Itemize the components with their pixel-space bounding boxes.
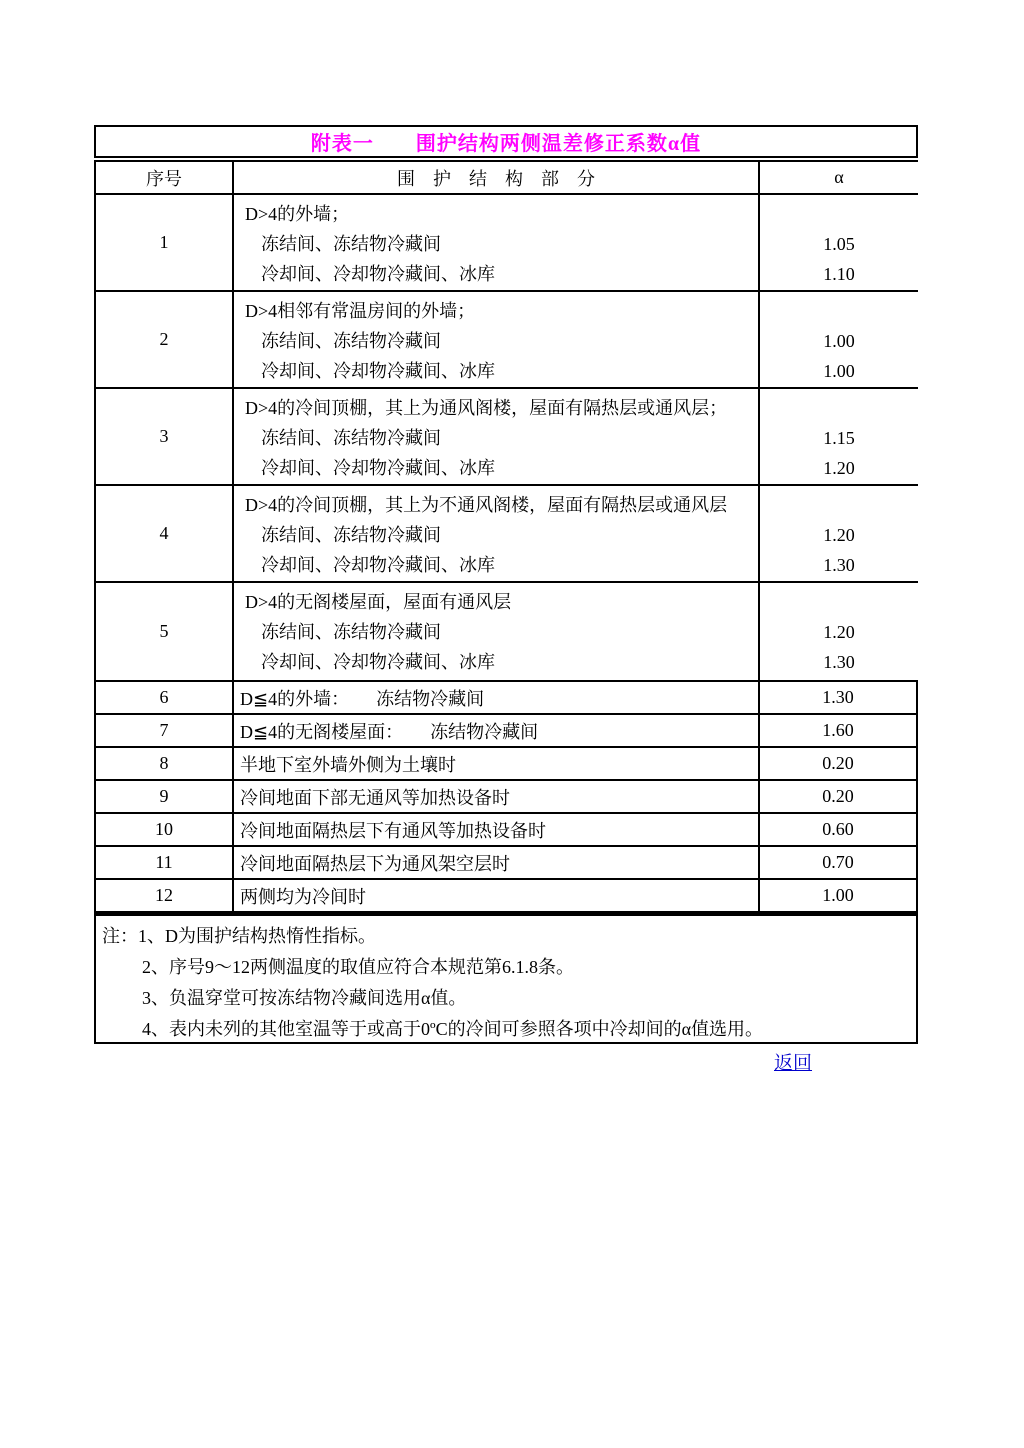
- row-desc: 半地下室外墙外侧为土壤时: [234, 748, 760, 779]
- row-number: 10: [96, 814, 234, 845]
- table-row-12: [96, 880, 916, 911]
- row-desc: D>4相邻有常温房间的外墙；: [245, 301, 476, 321]
- alpha-value: 0.60: [822, 819, 854, 839]
- row-number: 11: [96, 847, 234, 878]
- alpha-value: 0.70: [822, 852, 854, 872]
- row-desc: D≦4的外墙： 冻结物冷藏间: [234, 682, 760, 713]
- table-row-8: [96, 748, 916, 781]
- table-row-6: [96, 682, 916, 715]
- table-row-10: [96, 814, 916, 847]
- sub-item-label: 冷却间、冷却物冷藏间、冰库: [261, 361, 495, 381]
- sub-item-label: 冻结间、冻结物冷藏间: [261, 234, 441, 254]
- sub-item-label: 冻结间、冻结物冷藏间: [261, 428, 441, 448]
- note-line-4: 4、表内未列的其他室温等于或高于0ºC的冷间可参照各项中冷却间的α值选用。: [142, 1019, 764, 1039]
- row-number: 1: [96, 195, 234, 290]
- table-upper-section: [94, 160, 918, 680]
- alpha-value: 0.20: [822, 786, 854, 806]
- table-row-group-4: [96, 486, 918, 583]
- alpha-value: 0.20: [822, 753, 854, 773]
- alpha-value: 1.10: [823, 264, 855, 284]
- alpha-value-spacer: [760, 296, 918, 326]
- table-row-9: [96, 781, 916, 814]
- alpha-value: 1.20: [823, 622, 855, 642]
- sub-item-label: 冷却间、冷却物冷藏间、冰库: [261, 458, 495, 478]
- alpha-value: 1.20: [823, 525, 855, 545]
- note-line-3: 3、负温穿堂可按冻结物冷藏间选用α值。: [142, 988, 467, 1008]
- alpha-value: 1.05: [823, 234, 855, 254]
- row-number: 2: [96, 292, 234, 387]
- alpha-value-spacer: [760, 393, 918, 423]
- note-line-1: [96, 921, 916, 952]
- alpha-value-spacer: [760, 490, 918, 520]
- alpha-value: 1.15: [823, 428, 855, 448]
- row-number: 9: [96, 781, 234, 812]
- sub-item-label: 冷却间、冷却物冷藏间、冰库: [261, 555, 495, 575]
- col-header-alpha: α: [834, 167, 844, 187]
- row-number: 5: [96, 583, 234, 680]
- row-number: 7: [96, 715, 234, 746]
- table-row-group-1: [96, 195, 918, 292]
- table-row-group-5: [96, 583, 918, 680]
- note-text: 1、D为围护结构热惰性指标。: [138, 926, 376, 946]
- notes-box: [94, 913, 918, 1044]
- notes-prefix: 注：: [102, 926, 138, 946]
- sub-item-label: 冻结间、冻结物冷藏间: [261, 622, 441, 642]
- alpha-value: 1.30: [823, 652, 855, 672]
- row-desc: 冷间地面下部无通风等加热设备时: [234, 781, 760, 812]
- row-number: 6: [96, 682, 234, 713]
- sub-item-label: 冷却间、冷却物冷藏间、冰库: [261, 264, 495, 284]
- row-desc: 冷间地面隔热层下有通风等加热设备时: [234, 814, 760, 845]
- row-number: 3: [96, 389, 234, 484]
- sub-item-label: 冷却间、冷却物冷藏间、冰库: [261, 652, 495, 672]
- alpha-value-spacer: [760, 199, 918, 229]
- alpha-value: 1.00: [823, 361, 855, 381]
- row-desc: 冷间地面隔热层下为通风架空层时: [234, 847, 760, 878]
- row-desc: D>4的外墙；: [245, 204, 350, 224]
- row-number: 4: [96, 486, 234, 581]
- table-row-7: [96, 715, 916, 748]
- row-number: 8: [96, 748, 234, 779]
- alpha-value: 1.20: [823, 458, 855, 478]
- header-row: [96, 162, 918, 195]
- row-number: 12: [96, 880, 234, 911]
- table-row-group-2: [96, 292, 918, 389]
- alpha-value: 1.30: [823, 555, 855, 575]
- row-desc: 两侧均为冷间时: [234, 880, 760, 911]
- alpha-value: 1.60: [822, 720, 854, 740]
- row-desc: D≦4的无阁楼屋面： 冻结物冷藏间: [234, 715, 760, 746]
- table-lower-section: [94, 680, 918, 913]
- alpha-value: 1.00: [822, 885, 854, 905]
- alpha-value: 1.30: [822, 687, 854, 707]
- col-header-part: 围 护 结 构 部 分: [234, 162, 760, 193]
- alpha-value: 1.00: [823, 331, 855, 351]
- coefficient-table: [94, 125, 918, 1044]
- row-desc: D>4的冷间顶棚，其上为不通风阁楼，屋面有隔热层或通风层: [245, 495, 728, 515]
- sub-item-label: 冻结间、冻结物冷藏间: [261, 331, 441, 351]
- table-row-group-3: [96, 389, 918, 486]
- row-desc: D>4的无阁楼屋面，屋面有通风层: [245, 592, 512, 612]
- table-row-11: [96, 847, 916, 880]
- row-desc: D>4的冷间顶棚，其上为通风阁楼，屋面有隔热层或通风层；: [245, 398, 728, 418]
- alpha-value-spacer: [760, 587, 918, 617]
- note-line-2: 2、序号9～12两侧温度的取值应符合本规范第6.1.8条。: [142, 957, 574, 977]
- table-title: 附表一 围护结构两侧温差修正系数α值: [94, 125, 918, 158]
- back-link[interactable]: 返回: [774, 1053, 813, 1074]
- sub-item-label: 冻结间、冻结物冷藏间: [261, 525, 441, 545]
- col-header-no: 序号: [96, 162, 234, 193]
